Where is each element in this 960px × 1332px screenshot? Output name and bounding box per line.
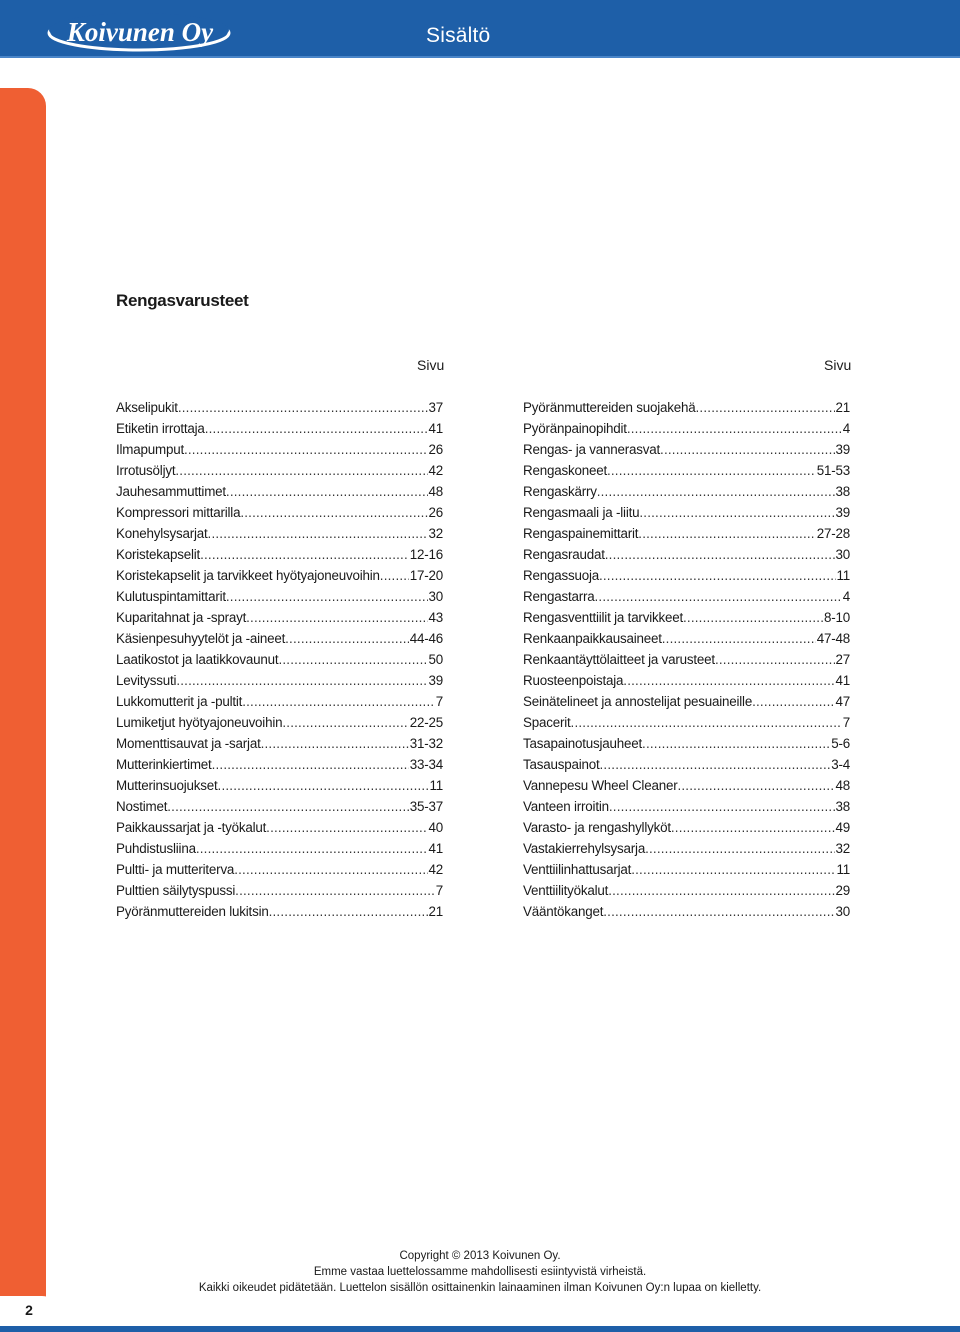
toc-entry — [116, 586, 443, 607]
toc-entry-label: Paikkaussarjat ja -työkalut — [116, 820, 267, 835]
toc-leader-dots — [660, 439, 834, 460]
toc-leader-dots — [752, 691, 834, 712]
toc-entry — [116, 649, 443, 670]
section-title: Rengasvarusteet — [116, 291, 249, 310]
toc-entry-page: 30 — [835, 547, 850, 562]
toc-entry — [523, 649, 850, 670]
toc-entry-page: 32 — [428, 526, 443, 541]
footer-disclaimer: Emme vastaa luettelossamme mahdollisesti esiintyvistä virheistä. — [313, 1266, 647, 1278]
toc-entry-page: 11 — [836, 568, 850, 583]
toc-entry-page: 27 — [835, 652, 850, 667]
toc-entry-label: Laatikostot ja laatikkovaunut — [116, 652, 279, 667]
toc-entry-page: 44-46 — [409, 631, 443, 646]
side-tab — [0, 88, 46, 1332]
toc-entry-page: 42 — [428, 463, 443, 478]
toc-entry-page: 30 — [835, 904, 850, 919]
toc-entry-label: Lumiketjut hyötyajoneuvoihin — [116, 715, 283, 730]
toc-leader-dots — [603, 901, 834, 922]
toc-leader-dots — [642, 733, 830, 754]
toc-entry — [523, 439, 850, 460]
toc-entry-page: 38 — [835, 484, 850, 499]
toc-entry — [116, 733, 443, 754]
toc-entry — [523, 418, 850, 439]
toc-entry-label: Venttiilityökalut — [523, 883, 609, 898]
toc-entry — [523, 817, 850, 838]
toc-entry — [523, 754, 850, 775]
toc-entry — [116, 502, 443, 523]
toc-entry-page: 50 — [428, 652, 443, 667]
toc-entry-page: 4 — [842, 589, 850, 604]
toc-entry — [116, 880, 443, 901]
toc-entry — [116, 712, 443, 733]
toc-entry — [116, 754, 443, 775]
toc-entry-page: 27-28 — [816, 526, 850, 541]
toc-entry-page: 11 — [429, 778, 443, 793]
toc-entry-label: Vanteen irroitin — [523, 799, 609, 814]
toc-leader-dots — [234, 859, 427, 880]
footer-copyright: Copyright © 2013 Koivunen Oy. — [399, 1250, 561, 1262]
toc-leader-dots — [242, 691, 435, 712]
toc-entry — [523, 880, 850, 901]
toc-entry-page: 39 — [428, 673, 443, 688]
toc-leader-dots — [196, 838, 428, 859]
toc-entry-page: 17-20 — [409, 568, 443, 583]
footer — [120, 1248, 840, 1296]
toc-entry-label: Levityssuti — [116, 673, 177, 688]
toc-entry-label: Vannepesu Wheel Cleaner — [523, 778, 678, 793]
toc-entry-page: 37 — [428, 400, 443, 415]
toc-entry-label: Konehylsysarjat — [116, 526, 208, 541]
toc-leader-dots — [623, 670, 834, 691]
toc-entry-page: 4 — [842, 421, 850, 436]
toc-entry — [116, 565, 443, 586]
toc-entry-label: Jauhesammuttimet — [116, 484, 226, 499]
toc-entry-page: 8-10 — [823, 610, 850, 625]
toc-leader-dots — [175, 460, 427, 481]
toc-entry-page: 26 — [428, 442, 443, 457]
toc-entry-label: Mutterinsuojukset — [116, 778, 218, 793]
toc-entry-page: 5-6 — [831, 736, 850, 751]
toc-entry-page: 11 — [836, 862, 850, 877]
toc-leader-dots — [597, 481, 835, 502]
toc-leader-dots — [671, 817, 835, 838]
toc-entry-label: Rengaspainemittarit — [523, 526, 639, 541]
toc-leader-dots — [235, 880, 435, 901]
toc-entry — [116, 439, 443, 460]
toc-leader-dots — [696, 397, 835, 418]
toc-leader-dots — [638, 523, 815, 544]
toc-entry-page: 7 — [842, 715, 850, 730]
toc-leader-dots — [645, 838, 834, 859]
toc-leader-dots — [176, 670, 427, 691]
toc-entry — [523, 544, 850, 565]
toc-entry — [116, 523, 443, 544]
toc-entry — [116, 901, 443, 922]
toc-entry — [116, 544, 443, 565]
toc-entry — [116, 670, 443, 691]
toc-leader-dots — [278, 649, 427, 670]
toc-entry-label: Rengasmaali ja -liitu — [523, 505, 640, 520]
toc-entry-label: Pulttien säilytyspussi — [116, 883, 236, 898]
toc-entry-label: Nostimet — [116, 799, 168, 814]
toc-leader-dots — [282, 712, 408, 733]
toc-leader-dots — [608, 880, 834, 901]
toc-entry-label: Rengas- ja vannerasvat — [523, 442, 661, 457]
toc-entry-label: Mutterinkiertimet — [116, 757, 212, 772]
toc-leader-dots — [208, 523, 428, 544]
toc-entry-label: Koristekapselit ja tarvikkeet hyötyajoneuvoihin — [116, 568, 380, 583]
toc-entry-label: Ruosteenpoistaja — [523, 673, 624, 688]
toc-leader-dots — [600, 754, 831, 775]
toc-entry — [523, 586, 850, 607]
toc-leader-dots — [595, 586, 842, 607]
bottom-bar — [0, 1326, 960, 1332]
toc-entry-label: Kompressori mittarilla — [116, 505, 241, 520]
toc-entry-label: Ilmapumput — [116, 442, 184, 457]
toc-entry-page: 21 — [428, 904, 443, 919]
toc-entry — [523, 796, 850, 817]
toc-entry — [116, 817, 443, 838]
toc-entry — [523, 733, 850, 754]
toc-entry-label: Renkaantäyttölaitteet ja varusteet — [523, 652, 715, 667]
header-rule — [0, 56, 960, 58]
toc-entry-label: Spacerit — [523, 715, 571, 730]
toc-entry-label: Tasauspainot — [523, 757, 600, 772]
toc-entry-page: 43 — [428, 610, 443, 625]
toc-right-column — [523, 397, 850, 922]
toc-entry-page: 3-4 — [831, 757, 850, 772]
toc-leader-dots — [266, 817, 427, 838]
toc-entry — [523, 523, 850, 544]
toc-entry-label: Puhdistusliina — [116, 841, 196, 856]
toc-leader-dots — [205, 418, 428, 439]
toc-entry — [116, 775, 443, 796]
toc-leader-dots — [246, 607, 427, 628]
toc-entry-label: Vastakierrehylsysarja — [523, 841, 646, 856]
toc-entry-label: Venttiilinhattusarjat — [523, 862, 632, 877]
toc-entry-label: Etiketin irrottaja — [116, 421, 205, 436]
toc-entry-page: 21 — [835, 400, 850, 415]
toc-entry-label: Seinätelineet ja annostelijat pesuaineille — [523, 694, 753, 709]
toc-entry-label: Rengasventtiilit ja tarvikkeet — [523, 610, 683, 625]
toc-entry-page: 22-25 — [409, 715, 443, 730]
toc-leader-dots — [571, 712, 842, 733]
toc-leader-dots — [631, 859, 835, 880]
toc-entry-page: 48 — [835, 778, 850, 793]
toc-entry-page: 48 — [428, 484, 443, 499]
toc-entry — [116, 796, 443, 817]
toc-entry — [116, 838, 443, 859]
toc-entry-label: Vääntökanget — [523, 904, 604, 919]
toc-entry — [523, 712, 850, 733]
toc-leader-dots — [178, 397, 428, 418]
toc-entry-page: 41 — [835, 673, 850, 688]
toc-leader-dots — [167, 796, 409, 817]
toc-leader-dots — [609, 796, 835, 817]
toc-entry-page: 40 — [428, 820, 443, 835]
toc-entry-page: 38 — [835, 799, 850, 814]
toc-entry-label: Kuparitahnat ja -sprayt — [116, 610, 247, 625]
toc-leader-dots — [226, 481, 428, 502]
toc-entry-page: 41 — [428, 421, 443, 436]
toc-leader-dots — [677, 775, 834, 796]
toc-entry — [116, 628, 443, 649]
right-column-heading: Sivu — [824, 357, 852, 373]
toc-leader-dots — [269, 901, 428, 922]
toc-entry-page: 31-32 — [409, 736, 443, 751]
toc-entry-label: Käsienpesuhyytelöt ja -aineet — [116, 631, 286, 646]
toc-leader-dots — [226, 586, 428, 607]
toc-leader-dots — [184, 439, 428, 460]
toc-entry-label: Akselipukit — [116, 400, 178, 415]
toc-entry-label: Kulutuspintamittarit — [116, 589, 226, 604]
toc-leader-dots — [599, 565, 836, 586]
toc-leader-dots — [605, 544, 835, 565]
toc-entry — [523, 775, 850, 796]
toc-leader-dots — [218, 775, 429, 796]
toc-entry-label: Rengaskoneet — [523, 463, 607, 478]
toc-entry — [523, 502, 850, 523]
toc-entry — [523, 481, 850, 502]
toc-leader-dots — [200, 544, 409, 565]
toc-left-column — [116, 397, 443, 922]
toc-leader-dots — [240, 502, 427, 523]
toc-entry-page: 42 — [428, 862, 443, 877]
toc-entry — [523, 901, 850, 922]
logo-text: Koivunen Oy — [66, 17, 214, 47]
toc-entry — [116, 460, 443, 481]
page-number: 2 — [25, 1302, 33, 1318]
toc-entry-page: 39 — [835, 442, 850, 457]
toc-entry-page: 51-53 — [816, 463, 850, 478]
toc-entry — [116, 691, 443, 712]
toc-entry — [523, 859, 850, 880]
toc-entry — [523, 670, 850, 691]
toc-entry-label: Lukkomutterit ja -pultit — [116, 694, 243, 709]
toc-entry-page: 30 — [428, 589, 443, 604]
toc-leader-dots — [639, 502, 834, 523]
toc-leader-dots — [212, 754, 409, 775]
toc-entry-page: 26 — [428, 505, 443, 520]
toc-entry-label: Rengastarra — [523, 589, 595, 604]
toc-leader-dots — [607, 460, 816, 481]
toc-leader-dots — [261, 733, 409, 754]
toc-entry-label: Varasto- ja rengashyllyköt — [523, 820, 671, 835]
toc-entry — [116, 859, 443, 880]
toc-entry-page: 7 — [435, 694, 443, 709]
toc-entry — [523, 397, 850, 418]
toc-entry-page: 35-37 — [409, 799, 443, 814]
toc-entry — [523, 460, 850, 481]
toc-entry-page: 41 — [428, 841, 443, 856]
toc-leader-dots — [683, 607, 823, 628]
toc-entry-page: 47-48 — [816, 631, 850, 646]
header-title: Sisältö — [426, 24, 491, 47]
toc-entry — [116, 418, 443, 439]
page-header — [0, 0, 960, 58]
toc-entry-label: Rengaskärry — [523, 484, 597, 499]
toc-entry-label: Renkaanpaikkausaineet — [523, 631, 662, 646]
toc-entry-label: Pultti- ja mutteriterva — [116, 862, 235, 877]
footer-rights: Kaikki oikeudet pidätetään. Luettelon sisällön osittainenkin lainaaminen ilman Koivunen Oy:n lupaa on kielletty. — [198, 1282, 762, 1294]
left-column-heading: Sivu — [417, 357, 445, 373]
toc-entry-page: 29 — [835, 883, 850, 898]
toc-entry-label: Pyöränpainopihdit — [523, 421, 627, 436]
toc-entry-label: Pyöränmuttereiden lukitsin — [116, 904, 269, 919]
toc-entry — [116, 481, 443, 502]
toc-leader-dots — [662, 628, 816, 649]
toc-entry-label: Rengasraudat — [523, 547, 605, 562]
toc-entry-page: 49 — [835, 820, 850, 835]
toc-entry-label: Tasapainotusjauheet — [523, 736, 643, 751]
toc-entry-label: Rengassuoja — [523, 568, 599, 583]
toc-entry — [523, 838, 850, 859]
toc-entry-label: Pyöränmuttereiden suojakehä — [523, 400, 696, 415]
toc-entry — [523, 565, 850, 586]
toc-entry-label: Momenttisauvat ja -sarjat — [116, 736, 261, 751]
toc-entry-page: 32 — [835, 841, 850, 856]
koivunen-logo — [44, 6, 234, 52]
toc-entry — [523, 628, 850, 649]
toc-entry-page: 47 — [835, 694, 850, 709]
toc-entry — [523, 607, 850, 628]
toc-leader-dots — [627, 418, 842, 439]
toc-entry — [523, 691, 850, 712]
toc-entry — [116, 397, 443, 418]
toc-entry-page: 33-34 — [409, 757, 443, 772]
toc-entry-page: 7 — [435, 883, 443, 898]
toc-entry-page: 12-16 — [409, 547, 443, 562]
toc-leader-dots — [715, 649, 835, 670]
toc-leader-dots — [380, 565, 409, 586]
toc-leader-dots — [285, 628, 409, 649]
toc-entry-page: 39 — [835, 505, 850, 520]
toc-entry-label: Koristekapselit — [116, 547, 201, 562]
toc-entry — [116, 607, 443, 628]
toc-entry-label: Irrotusöljyt — [116, 463, 176, 478]
